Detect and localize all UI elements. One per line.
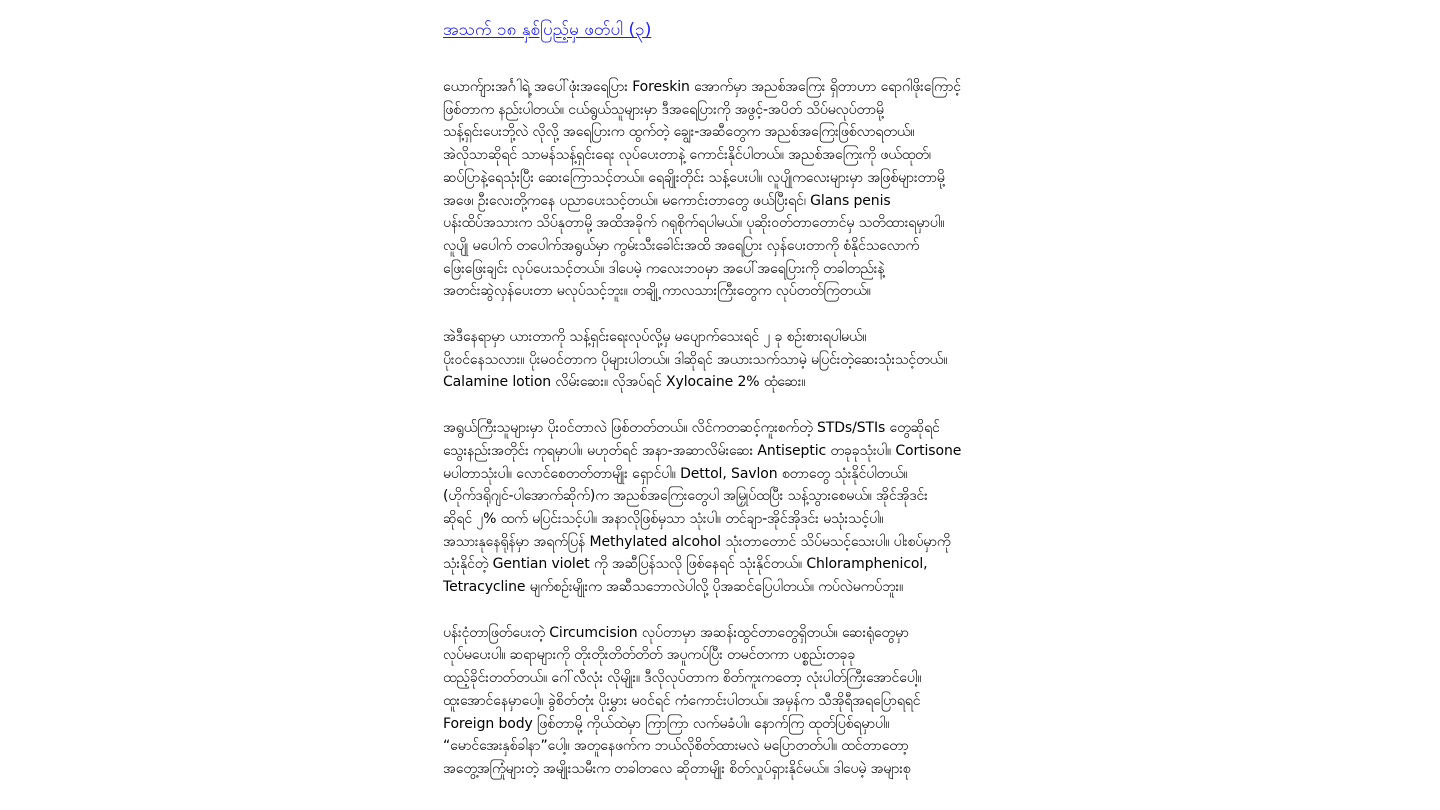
paragraph-4 — [443, 622, 1023, 781]
text-line: အဲဒီနေရာမှာ ယားတာကို သန့်ရှင်းရေးလုပ်လို့မှ မပျောက်သေးရင် ၂ ခု စဉ်းစားရပါမယ်။ — [443, 329, 867, 346]
text-line: ဖြစ်တာက နည်းပါတယ်။ ငယ်ရွယ်သူများမှာ ဒီအရေပြားကို အဖွင့်-အပိတ် သိပ်မလုပ်တာမို့ — [443, 101, 884, 118]
text-line: သုံးနိုင်တဲ့ Gentian violet ကို အဆီပြန်သလို ဖြစ်နေရင် သုံးနိုင်တယ်။ Chloramphenicol, — [443, 556, 928, 573]
text-line: အတွေ့အကြုံများတဲ့ အမျိုးသမီးက တခါတလေ ဆိုတာမျိုး စိတ်လှုပ်ရှားနိုင်မယ်။ ဒါပေမဲ့ အများစု — [443, 760, 911, 777]
article-title-link[interactable]: အသက် ၁၈ နှစ်ပြည့်မှ ဖတ်ပါ (၃) — [443, 20, 652, 40]
paragraph-2 — [443, 326, 1023, 394]
text-line: ဖြေးဖြေးချင်း လုပ်ပေးသင့်တယ်။ ဒါပေမဲ့ ကလေးဘဝမှာ အပေါ်အရေပြားကို တခါတည်းနဲ့ — [443, 260, 885, 277]
text-line: လုပ်မပေးပါ။ ဆရာများကို တိုးတိုးတိတ်တိတ် အပူကပ်ပြီး တမင်တကာ ပစ္စည်းတခုခု — [443, 647, 856, 664]
text-line: Tetracycline မျက်စဉ်းမျိုးက အဆီသဘောလဲပါလို့ ပိုအဆင်ပြေပါတယ်။ ကပ်လဲမကပ်ဘူး။ — [443, 579, 904, 596]
text-line: အတင်းဆွဲလှန်ပေးတာ မလုပ်သင့်ဘူး။ တချို့ ကာလသားကြီးတွေက လုပ်တတ်ကြတယ်။ — [443, 283, 871, 300]
paragraph-3 — [443, 417, 1023, 599]
text-line: သန့်ရှင်းပေးဘို့လဲ လိုလို့ အရေပြားက ထွက်တဲ့ ချွေး-အဆီတွေက အညစ်အကြေးဖြစ်လာရတယ်။ — [443, 124, 915, 141]
text-line: Foreign body ဖြစ်တာမို့ ကိုယ်ထဲမှာ ကြာကြာ လက်မခံပါ။ နောက်ကြ ထုတ်ပြစ်ရမှာပါ။ — [443, 715, 890, 732]
text-line: အဲလိုသာဆိုရင် သာမန်သန့်ရှင်းရေး လုပ်ပေးတာနဲ့ ကောင်းနိုင်ပါတယ်။ အညစ်အကြေးကို ဖယ်ထုတ်၊ — [443, 147, 931, 164]
text-line: သွေးနည်းအတိုင်း ကုရမှာပါ။ မဟုတ်ရင် အနာ-အဆာလိမ်းဆေး Antiseptic တခုခုသုံးပါ။ Cortisone — [443, 442, 962, 459]
text-line: ပန်းငုံတာဖြတ်ပေးတဲ့ Circumcision လုပ်တာမှာ အဆန်းထွင်တာတွေရှိတယ်။ ဆေးရုံတွေမှာ — [443, 624, 909, 641]
text-line: လူပျို မပေါက် တပေါက်အရွယ်မှာ ကွမ်းသီးခေါင်းအထိ အရေပြား လှန်ပေးတာကို စံနိုင်သလောက် — [443, 237, 920, 254]
text-line: (ဟိုက်ဒရိုဂျင်-ပါအောက်ဆိုက်)က အညစ်အကြေးတွေပါ အမြှုပ်ထပြီး သန့်သွားစေမယ်။ အိုင်အိုဒင်း — [443, 488, 928, 505]
paragraph-1 — [443, 76, 1023, 303]
text-line: ထူးအောင်နေမှာပေါ့။ ခွဲစိတ်တုံး ပိုးမွှား မဝင်ရင် ကံကောင်းပါတယ်။ အမှန်က သီအိုရီအရပြောရရင် — [443, 692, 921, 709]
text-line: ဆိုရင် ၂% ထက် မပြင်းသင့်ပါ။ အနာလိုဖြစ်မှသာ သုံးပါ။ တင်ချာ-အိုင်အိုဒင်း မသုံးသင့်ပါ။ — [443, 510, 884, 527]
article — [443, 16, 1023, 804]
text-line: ပန်းထိပ်အသားက သိပ်နုတာမို့ အထိအခိုက် ဂရုစိုက်ရပါမယ်။ ပုဆိုးဝတ်တာတောင်မှ သတိထားရမှာပါ။ — [443, 215, 945, 232]
text-line: မပါတာသုံးပါ။ လောင်စေတတ်တာမျိုး ရှောင်ပါ။ Dettol, Savlon စတာတွေ သုံးနိုင်ပါတယ်။ — [443, 465, 908, 482]
text-line: ယောက်ျားအင်္ဂါရဲ့ အပေါ်ဖုံးအရေပြား Foreskin အောက်မှာ အညစ်အကြေး ရှိတာဟာ ရောဂါဖိုးကြောင့် — [443, 79, 961, 95]
text-line: “မောင်အေးနှစ်ခါနာ”ပေါ့။ အတူနေဖက်က ဘယ်လိုစိတ်ထားမလဲ မပြောတတ်ပါ။ ထင်တာတော့ — [443, 738, 909, 755]
text-line: ပိုးဝင်နေသလား။ ပိုးမဝင်တာက ပိုများပါတယ်။ ဒါဆိုရင် အယားသက်သာမဲ့ မပြင်းတဲ့ဆေးသုံးသင့်တယ်။ — [443, 351, 948, 368]
text-line: အရွယ်ကြီးသူများမှာ ပိုးဝင်တာလဲ ဖြစ်တတ်တယ်။ လိင်ကတဆင့်ကူးစက်တဲ့ STDs/STIs တွေဆိုရင် — [443, 420, 940, 437]
text-line: ဆပ်ပြာနဲ့ရေသုံးပြီး ဆေးကြောသင့်တယ်။ ရေချိုးတိုင်း သန့်ပေးပါ။ လူပျိုကလေးများမှာ အဖြစ်များတာမို့ — [443, 169, 945, 186]
text-line: Calamine lotion လိမ်းဆေး။ လိုအပ်ရင် Xylocaine 2% ထုံဆေး။ — [443, 374, 806, 391]
text-line: ထည့်ခိုင်းတတ်တယ်။ ဂေါ်လီလုံး လိုမျိုး။ ဒီလိုလုပ်တာက စိတ်ကူးကတော့ လုံးပါတ်ကြီးအောင်ပေါ့။ — [443, 670, 922, 687]
text-line: အဖေ၊ ဦးလေးတို့ကနေ ပညာပေးသင့်တယ်။ မကောင်းတာတွေ ဖယ်ပြီးရင်၊ Glans penis — [443, 192, 891, 209]
text-line: အသားနုနေရိုန်မှာ အရက်ပြန် Methylated alcohol သုံးတာတောင် သိပ်မသင့်သေးပါ။ ပါးစပ်မှာကို — [443, 533, 951, 550]
